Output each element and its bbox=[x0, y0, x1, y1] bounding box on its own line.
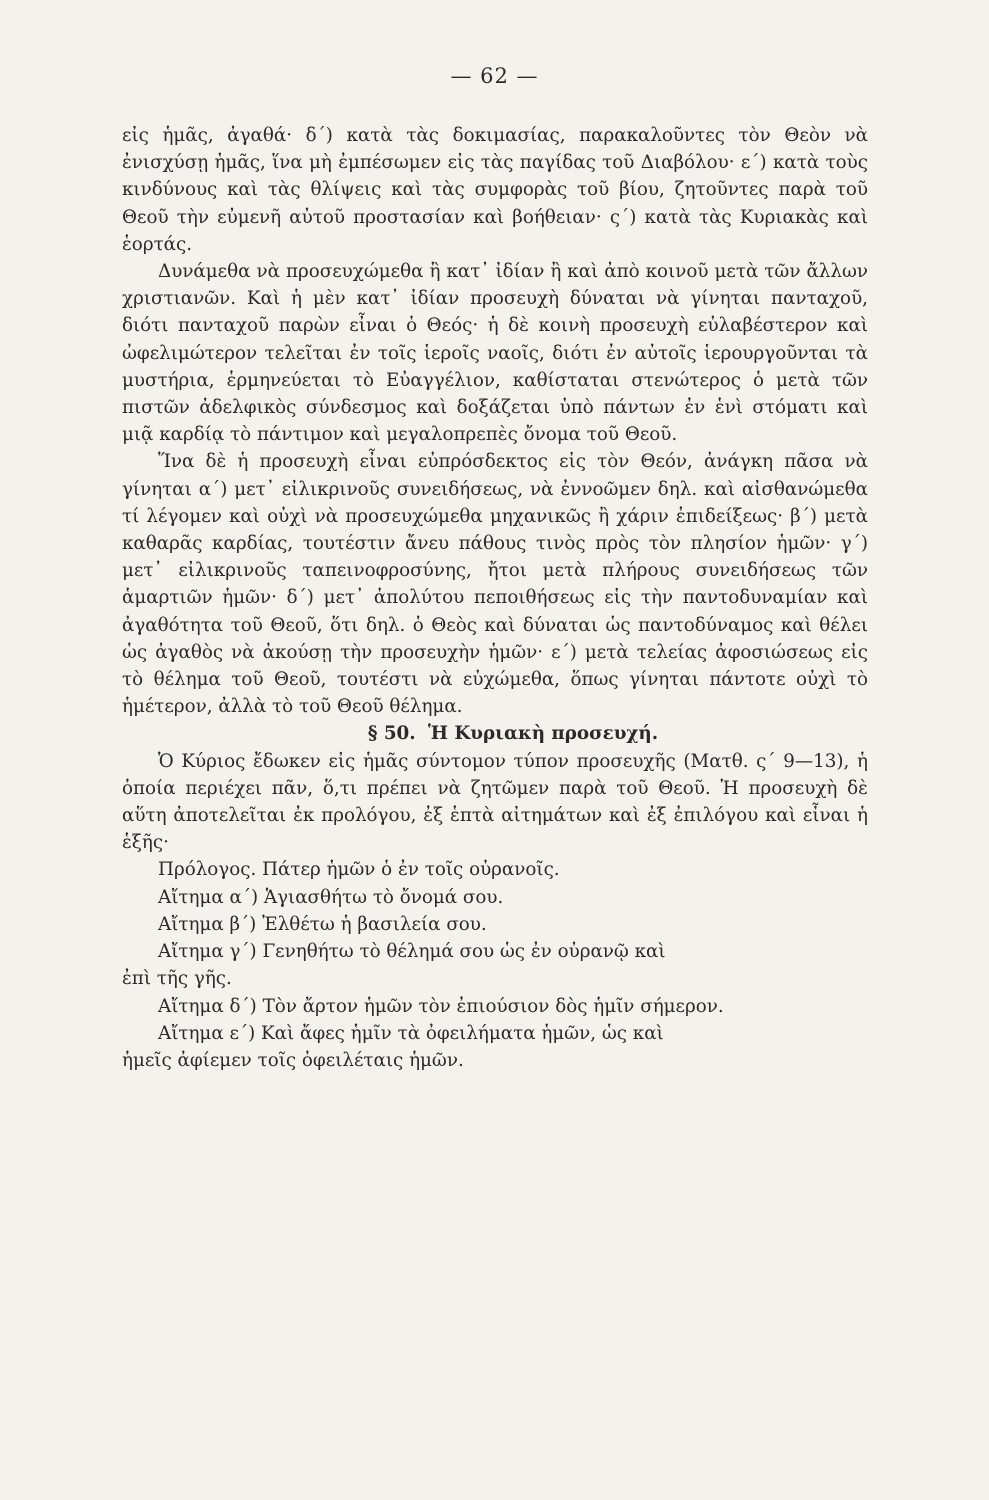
page-body bbox=[122, 122, 868, 1074]
prayer-line-prologue: Πρόλογος. Πάτερ ἡμῶν ὁ ἐν τοῖς οὐρανοῖς. bbox=[158, 859, 560, 881]
prayer-line-petition-d: Αἴτημα δ´) Τὸν ἄρτον ἡμῶν τὸν ἐπιούσιον δὸς ἡμῖν σήμερον. bbox=[158, 995, 724, 1017]
section-paragraph: Ὁ Κύριος ἔδωκεν εἰς ἡμᾶς σύντομον τύπον προσευχῆς (Ματθ. ς´ 9—13), ἡ ὁποία περιέχει πᾶν, ὅ,τι πρέπει νὰ ζητῶμεν παρὰ τοῦ Θεοῦ. Ἡ προσευχὴ δὲ αὕτη ἀποτελεῖται ἐκ προλόγου, ἐξ ἑπτὰ αἰτημάτων καὶ ἐξ ἐπιλόγου καὶ εἶναι ἡ ἑξῆς· bbox=[122, 750, 868, 854]
prayer-line-petition-c: Αἴτημα γ´) Γενηθήτω τὸ θέλημά σου ὡς ἐν οὐρανῷ καὶ bbox=[158, 941, 666, 963]
paragraph-2: Δυνάμεθα νὰ προσευχώμεθα ἢ κατ᾿ ἰδίαν ἢ καὶ ἀπὸ κοινοῦ μετὰ τῶν ἄλλων χριστιανῶν. Καὶ ἡ μὲν κατ᾿ ἰδίαν προσευχὴ δύναται νὰ γίνηται πανταχοῦ, διότι πανταχοῦ παρὼν εἶναι ὁ Θεός· ἡ δὲ κοινὴ προσευχὴ εὐλαβέστερον καὶ ὠφελιμώτερον τελεῖται ἐν τοῖς ἱεροῖς ναοῖς, διότι ἐν αὐτοῖς ἱερουργοῦνται τὰ μυστήρια, ἑρμηνεύεται τὸ Εὐαγγέλιον, καθίσταται στενώτερος ὁ μετὰ τῶν πιστῶν ἀδελφικὸς σύνδεσμος καὶ δοξάζεται ὑπὸ πάντων ἐν ἑνὶ στόματι καὶ μιᾷ καρδίᾳ τὸ πάντιμον καὶ μεγαλοπρεπὲς ὄνομα τοῦ Θεοῦ. bbox=[122, 261, 868, 446]
prayer-line-petition-a: Αἴτημα α´) Ἁγιασθήτω τὸ ὄνομά σου. bbox=[158, 886, 504, 908]
page-number: — 62 — bbox=[450, 64, 539, 88]
prayer-line-petition-e-cont: ἡμεῖς ἀφίεμεν τοῖς ὀφειλέταις ἡμῶν. bbox=[122, 1049, 464, 1071]
paragraph-3: Ἵνα δὲ ἡ προσευχὴ εἶναι εὐπρόσδεκτος εἰς τὸν Θεόν, ἀνάγκη πᾶσα νὰ γίνηται α´) μετ᾿ εἰλικρινοῦς συνειδήσεως, νὰ ἐννοῶμεν δηλ. καὶ αἰσθανώμεθα τί λέγομεν καὶ οὐχὶ νὰ προσευχώμεθα μηχανικῶς ἢ χάριν ἐπιδείξεως· β´) μετὰ καθαρᾶς καρδίας, τουτέστιν ἄνευ πάθους τινὸς πρὸς τὸν πλησίον ἡμῶν· γ´) μετ᾿ εἰλικρινοῦς ταπεινοφροσύνης, ἤτοι μετὰ πλήρους συνειδήσεως τῶν ἁμαρτιῶν ἡμῶν· δ´) μετ᾿ ἀπολύτου πεποιθήσεως εἰς τὴν παντοδυναμίαν καὶ ἀγαθότητα τοῦ Θεοῦ, ὅτι δηλ. ὁ Θεὸς καὶ δύναται ὡς παντοδύναμος καὶ θέλει ὡς ἀγαθὸς νὰ ἀκούσῃ τὴν προσευχὴν ἡμῶν· ε´) μετὰ τελείας ἀφοσιώσεως εἰς τὸ θέλημα τοῦ Θεοῦ, τουτέστι νὰ εὐχώμεθα, ὅπως γίνηται πάντοτε οὐχὶ τὸ ἡμέτερον, ἀλλὰ τὸ τοῦ Θεοῦ θέλημα. bbox=[122, 451, 868, 718]
prayer-line-petition-e: Αἴτημα ε´) Καὶ ἄφες ἡμῖν τὰ ὀφειλήματα ἡμῶν, ὡς καὶ bbox=[158, 1022, 664, 1044]
prayer-line-petition-b: Αἴτημα β´) Ἐλθέτω ἡ βασιλεία σου. bbox=[158, 913, 487, 935]
section-title: Ἡ Κυριακὴ προσευχή. bbox=[428, 723, 659, 745]
section-number: § 50. bbox=[367, 723, 416, 745]
paragraph-1: εἰς ἡμᾶς, ἀγαθά· δ´) κατὰ τὰς δοκιμασίας, παρακαλοῦντες τὸν Θεὸν νὰ ἐνισχύσῃ ἡμᾶς, ἵνα μὴ ἐμπέσωμεν εἰς τὰς παγίδας τοῦ Διαβόλου· ε´) κατὰ τοὺς κινδύνους καὶ τὰς θλίψεις καὶ τὰς συμφορὰς τοῦ βίου, ζητοῦντες παρὰ τοῦ Θεοῦ τὴν εὐμενῆ αὐτοῦ προστασίαν καὶ βοήθειαν· ς´) κατὰ τὰς Κυριακὰς καὶ ἑορτάς. bbox=[122, 125, 868, 255]
prayer-line-petition-c-cont: ἐπὶ τῆς γῆς. bbox=[122, 968, 232, 990]
section-heading bbox=[122, 720, 868, 747]
